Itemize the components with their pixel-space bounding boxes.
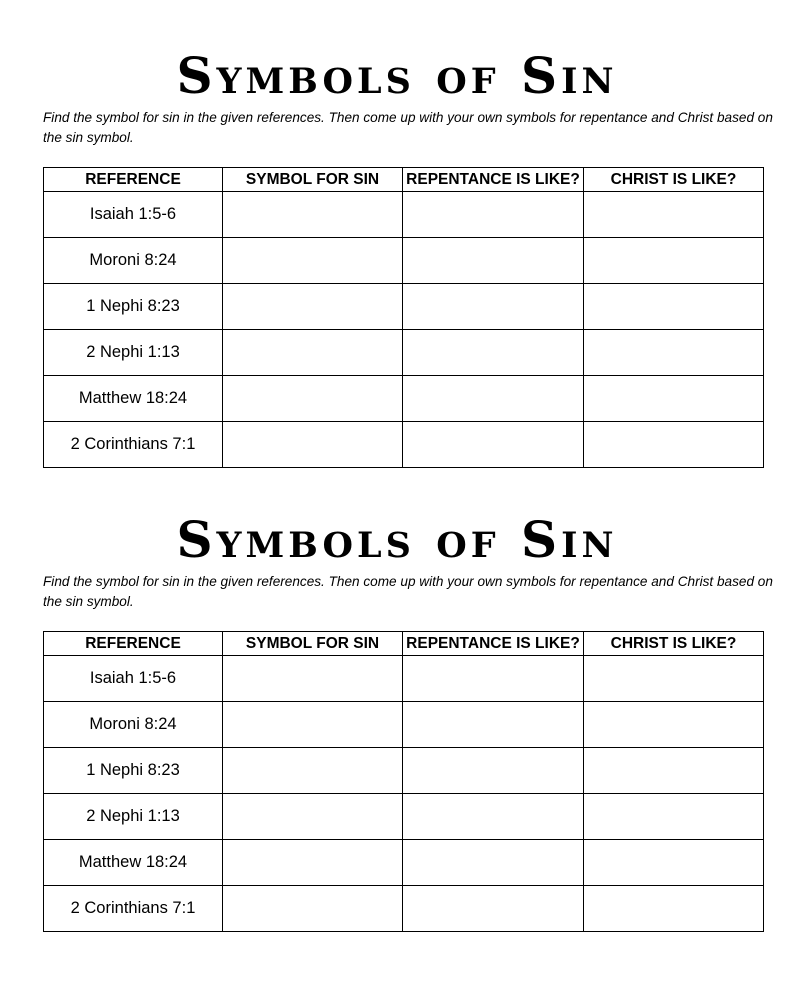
worksheet-title: Symbols of Sin: [176, 510, 618, 569]
worksheet-instructions: Find the symbol for sin in the given references. Then come up with your own symbols for repentance and Christ based on the sin symbol.: [43, 110, 773, 145]
table-row: [44, 376, 764, 422]
symbol-for-sin-cell[interactable]: [223, 238, 403, 284]
table-row: [44, 748, 764, 794]
christ-cell[interactable]: [584, 422, 764, 468]
header-repentance-is-like: REPENTANCE IS LIKE?: [403, 632, 584, 656]
repentance-cell[interactable]: [403, 702, 584, 748]
table-row: [44, 284, 764, 330]
symbol-for-sin-cell[interactable]: [223, 886, 403, 932]
table-row: [44, 192, 764, 238]
christ-cell[interactable]: [584, 656, 764, 702]
table-row: [44, 656, 764, 702]
repentance-cell[interactable]: [403, 886, 584, 932]
symbol-for-sin-cell[interactable]: [223, 422, 403, 468]
reference-cell: Isaiah 1:5-6: [44, 656, 223, 702]
symbol-for-sin-cell[interactable]: [223, 840, 403, 886]
symbol-for-sin-cell[interactable]: [223, 656, 403, 702]
symbol-for-sin-cell[interactable]: [223, 702, 403, 748]
repentance-cell[interactable]: [403, 330, 584, 376]
reference-cell: 2 Corinthians 7:1: [44, 422, 223, 468]
repentance-cell[interactable]: [403, 422, 584, 468]
table-header-row: [44, 168, 764, 192]
reference-cell: Moroni 8:24: [44, 702, 223, 748]
header-christ-is-like: CHRIST IS LIKE?: [584, 632, 764, 656]
table-row: [44, 702, 764, 748]
worksheet-title: Symbols of Sin: [176, 46, 618, 105]
table-row: [44, 840, 764, 886]
repentance-cell[interactable]: [403, 376, 584, 422]
symbols-table: [43, 631, 764, 932]
repentance-cell[interactable]: [403, 748, 584, 794]
repentance-cell[interactable]: [403, 284, 584, 330]
christ-cell[interactable]: [584, 886, 764, 932]
header-symbol-for-sin: SYMBOL FOR SIN: [223, 632, 403, 656]
symbol-for-sin-cell[interactable]: [223, 376, 403, 422]
reference-cell: Matthew 18:24: [44, 840, 223, 886]
christ-cell[interactable]: [584, 376, 764, 422]
reference-cell: Isaiah 1:5-6: [44, 192, 223, 238]
christ-cell[interactable]: [584, 192, 764, 238]
table-row: [44, 238, 764, 284]
symbol-for-sin-cell[interactable]: [223, 794, 403, 840]
reference-cell: 2 Nephi 1:13: [44, 330, 223, 376]
christ-cell[interactable]: [584, 702, 764, 748]
christ-cell[interactable]: [584, 794, 764, 840]
header-symbol-for-sin: SYMBOL FOR SIN: [223, 168, 403, 192]
reference-cell: 1 Nephi 8:23: [44, 748, 223, 794]
repentance-cell[interactable]: [403, 840, 584, 886]
header-repentance-is-like: REPENTANCE IS LIKE?: [403, 168, 584, 192]
reference-cell: 2 Nephi 1:13: [44, 794, 223, 840]
symbol-for-sin-cell[interactable]: [223, 330, 403, 376]
header-christ-is-like: CHRIST IS LIKE?: [584, 168, 764, 192]
symbol-for-sin-cell[interactable]: [223, 284, 403, 330]
reference-cell: Moroni 8:24: [44, 238, 223, 284]
table-row: [44, 330, 764, 376]
symbols-table: [43, 167, 764, 468]
worksheet-instructions: Find the symbol for sin in the given references. Then come up with your own symbols for repentance and Christ based on the sin symbol.: [43, 574, 773, 609]
christ-cell[interactable]: [584, 238, 764, 284]
christ-cell[interactable]: [584, 748, 764, 794]
repentance-cell[interactable]: [403, 192, 584, 238]
table-row: [44, 422, 764, 468]
christ-cell[interactable]: [584, 840, 764, 886]
header-reference: REFERENCE: [44, 632, 223, 656]
header-reference: REFERENCE: [44, 168, 223, 192]
reference-cell: 1 Nephi 8:23: [44, 284, 223, 330]
repentance-cell[interactable]: [403, 794, 584, 840]
table-row: [44, 886, 764, 932]
christ-cell[interactable]: [584, 284, 764, 330]
repentance-cell[interactable]: [403, 238, 584, 284]
christ-cell[interactable]: [584, 330, 764, 376]
reference-cell: Matthew 18:24: [44, 376, 223, 422]
table-row: [44, 794, 764, 840]
reference-cell: 2 Corinthians 7:1: [44, 886, 223, 932]
repentance-cell[interactable]: [403, 656, 584, 702]
table-header-row: [44, 632, 764, 656]
symbol-for-sin-cell[interactable]: [223, 748, 403, 794]
symbol-for-sin-cell[interactable]: [223, 192, 403, 238]
